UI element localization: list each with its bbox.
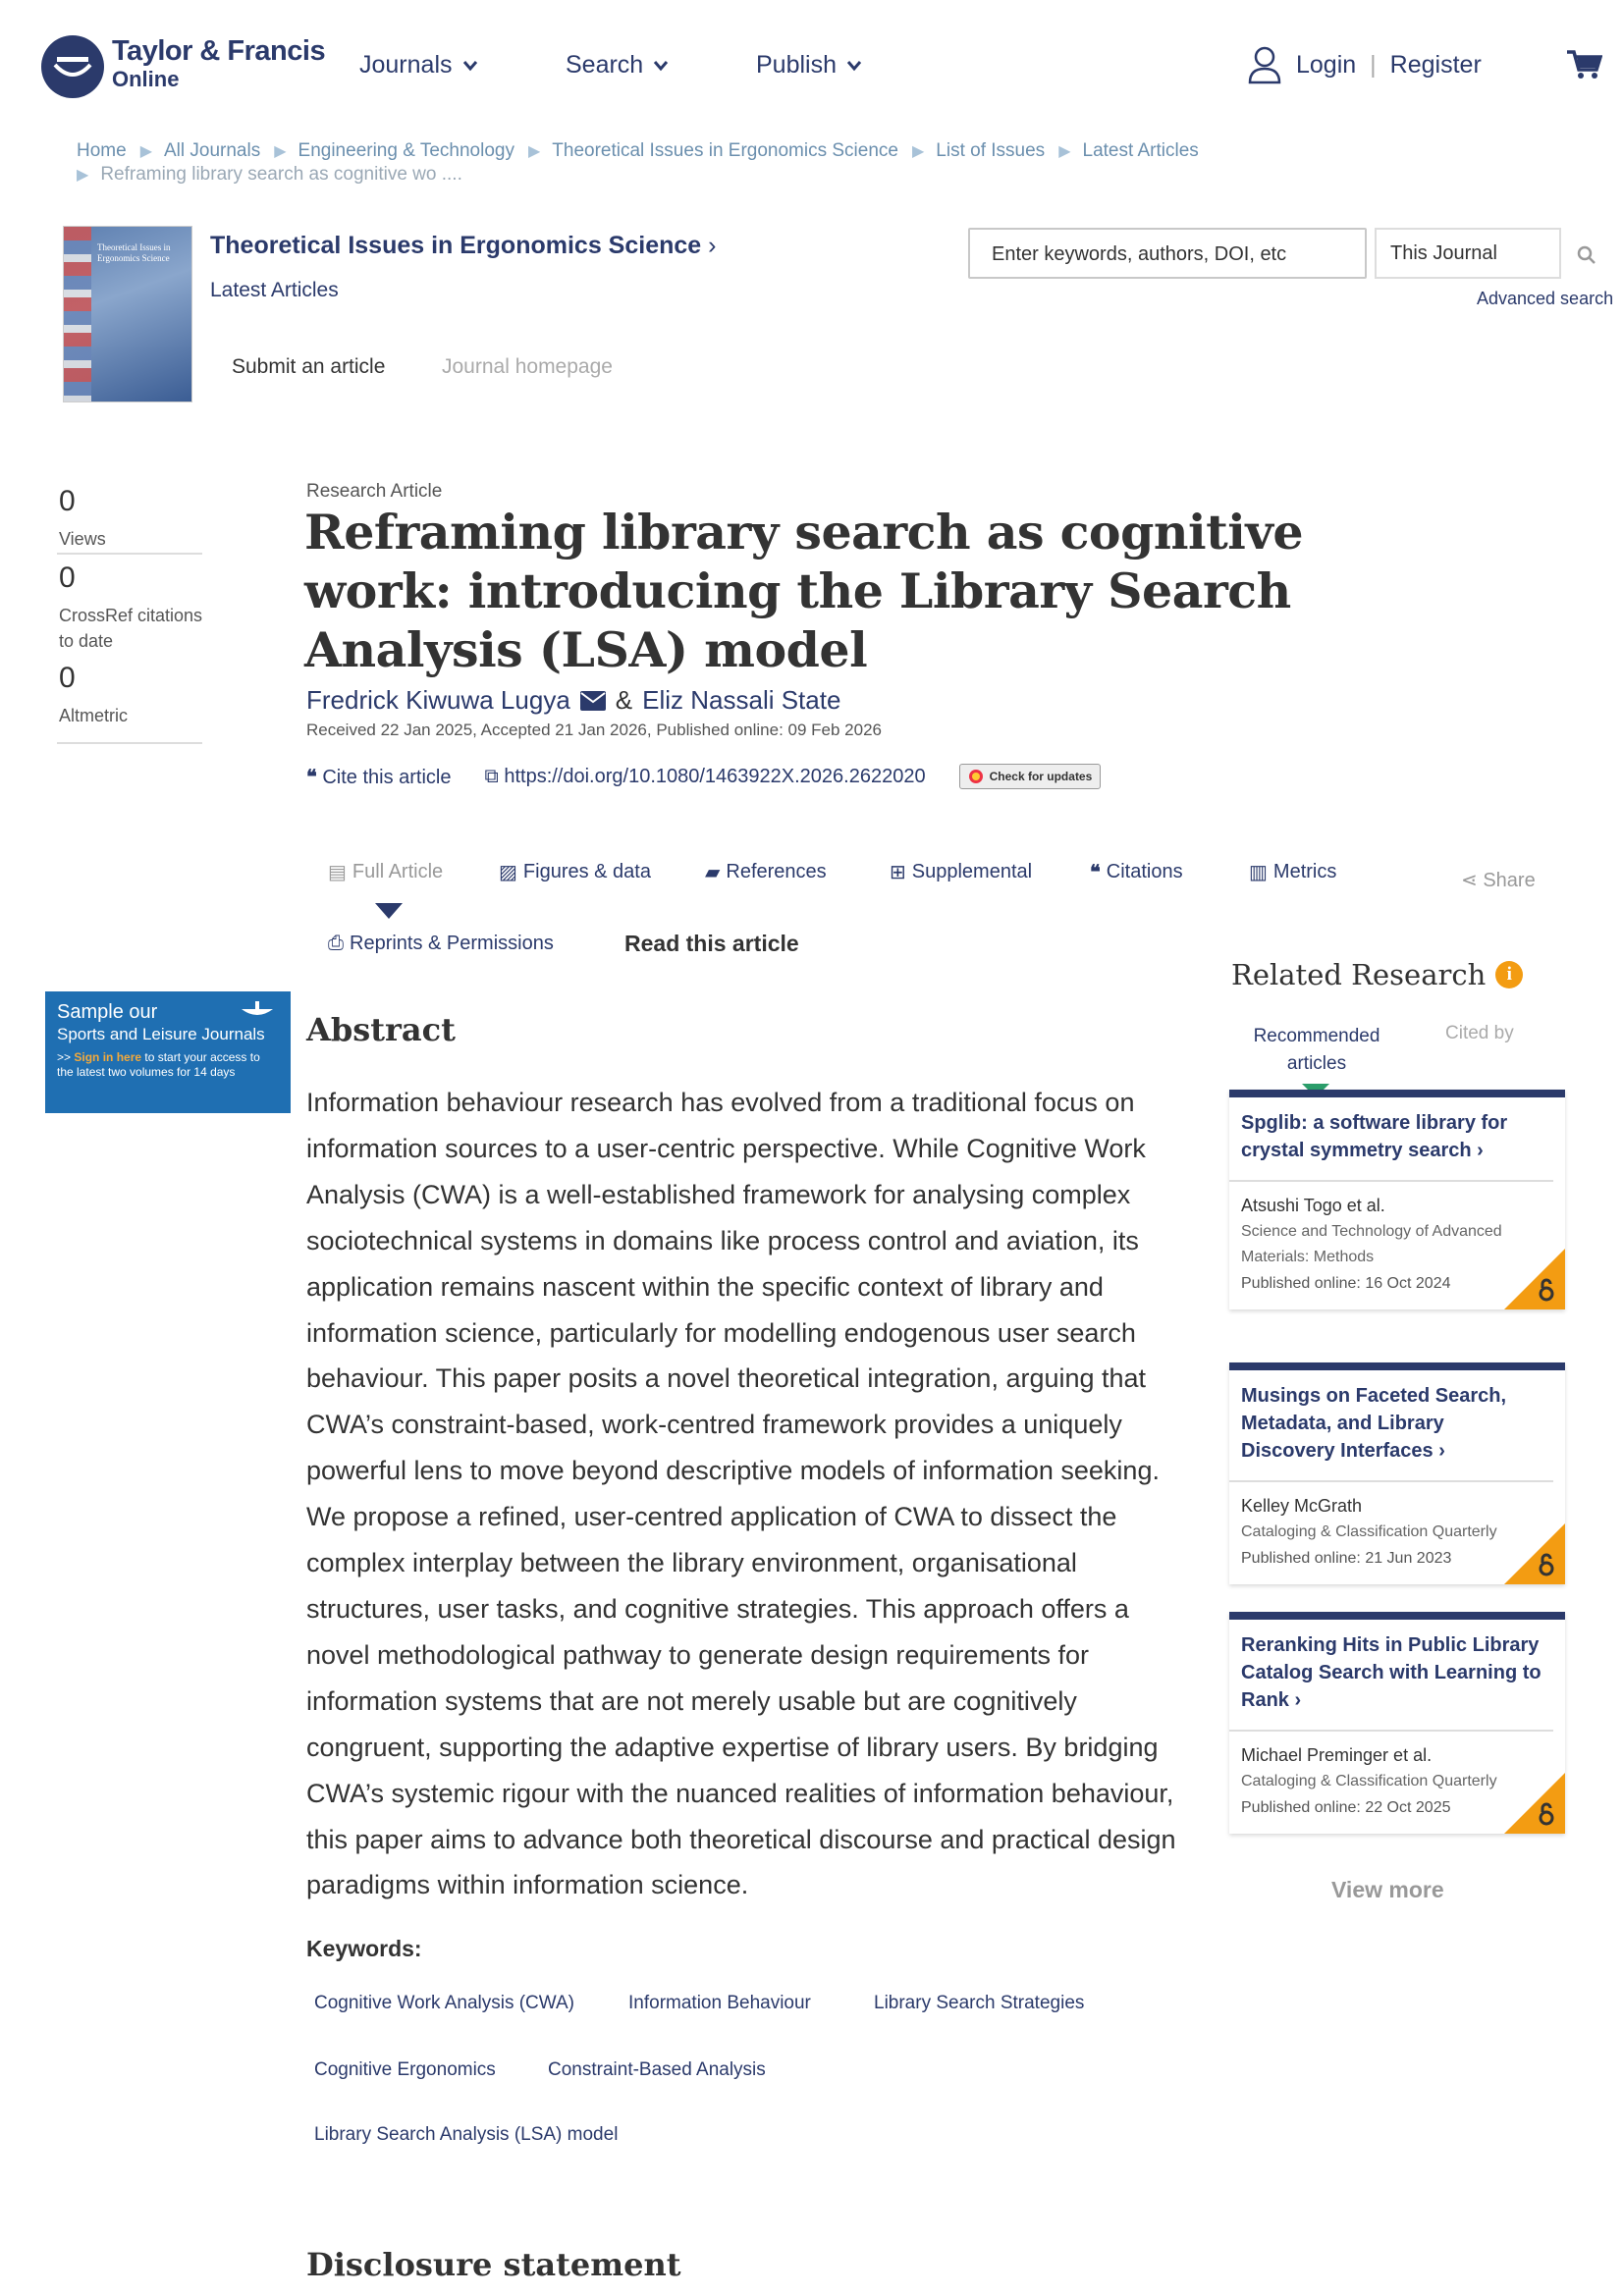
share-icon: ⋖: [1461, 870, 1478, 891]
submit-article-link[interactable]: Submit an article: [232, 355, 386, 378]
nav-publish-label: Publish: [756, 51, 837, 79]
breadcrumb-current: [77, 164, 462, 186]
breadcrumb-separator-icon: ▶: [77, 167, 89, 184]
author-list: [306, 685, 840, 716]
breadcrumb-journal[interactable]: Theoretical Issues in Ergonomics Science: [552, 140, 898, 161]
read-article-link[interactable]: Read this article: [624, 931, 799, 956]
related-article-journal: Science and Technology of Advanced Materials: Methods: [1241, 1223, 1502, 1265]
open-access-badge: [1504, 1249, 1565, 1309]
keyword-link[interactable]: Constraint-Based Analysis: [548, 2059, 766, 2080]
nav-search-label: Search: [566, 51, 644, 79]
journal-title-label: Theoretical Issues in Ergonomics Science: [210, 232, 702, 259]
author-link[interactable]: Eliz Nassali State: [642, 685, 841, 715]
breadcrumb-separator-icon: ▶: [911, 143, 925, 160]
chevron-right-icon: ›: [708, 232, 717, 259]
tab-metrics[interactable]: [1249, 860, 1336, 884]
related-article-title[interactable]: [1229, 1097, 1553, 1182]
related-article-title-label: Musings on Faceted Search, Metadata, and Library Discovery Interfaces: [1241, 1385, 1507, 1462]
doi-link[interactable]: [484, 766, 925, 788]
crossmark-icon: [968, 769, 984, 784]
chevron-right-icon: ›: [1438, 1440, 1445, 1462]
crossref-label: CrossRef citations to date: [59, 606, 203, 651]
plus-square-icon: ⊞: [890, 862, 906, 883]
open-access-icon: [1538, 1278, 1555, 1302]
login-separator: |: [1370, 50, 1377, 79]
abstract-text: Information behaviour research has evolved from a traditional focus on information sources to a user-centric perspective. While Cognitive Work Analysis (CWA) is a well-established framework for analysing complex sociotechnical systems in domains like process control and aviation, its application remains nascent within the specific context of library and information science, particularly for modelling endogenous user search behaviour. This paper posits a novel theoretical integration, arguing that CWA’s constraint-based, work-centred framework provides a uniquely powerful lens to move beyond descriptive models of information seeking. We propose a refined, user-centred application of CWA to dissect the complex interplay between the library environment, organisational structures, user tasks, and cognitive strategies. This approach offers a novel methodological pathway to generate design requirements for information systems that are not merely usable but are cognitively congruent, supporting the adaptive expertise of library users. By bridging CWA’s systemic rigour with the nuanced realities of information behaviour, this paper aims to advance both theoretical discourse and practical design paradigms within information science.: [306, 1088, 1176, 1900]
register-link[interactable]: Register: [1389, 50, 1482, 79]
check-for-updates-label: Check for updates: [989, 770, 1093, 783]
metric-divider: [57, 553, 202, 555]
latest-articles-link[interactable]: Latest Articles: [210, 279, 339, 301]
related-article-card[interactable]: [1229, 1090, 1565, 1309]
tab-references[interactable]: [705, 860, 827, 884]
user-icon[interactable]: [1247, 45, 1282, 84]
open-access-icon: [1538, 1553, 1555, 1576]
check-for-updates-button[interactable]: [959, 764, 1102, 789]
journal-cover-image[interactable]: [63, 226, 192, 402]
document-icon: ▤: [328, 862, 347, 883]
tab-citations[interactable]: [1090, 860, 1183, 884]
related-article-date: Published online: 22 Oct 2025: [1241, 1799, 1451, 1816]
cite-article-link[interactable]: [306, 765, 451, 789]
tab-reprints-label: Reprints & Permissions: [350, 933, 554, 954]
bar-chart-icon: ▥: [1249, 862, 1268, 883]
promo-sign-in-link[interactable]: Sign in here: [74, 1050, 142, 1064]
breadcrumb: [77, 137, 1608, 166]
author-separator: &: [615, 685, 633, 715]
nav-publish[interactable]: [756, 51, 862, 80]
quote-icon: ❝: [1090, 862, 1101, 883]
related-article-authors: Kelley McGrath: [1241, 1496, 1363, 1516]
info-icon[interactable]: i: [1495, 961, 1523, 988]
open-access-badge: [1504, 1773, 1565, 1834]
nav-journals-label: Journals: [359, 51, 453, 79]
keyword-link[interactable]: Library Search Strategies: [874, 1993, 1085, 2013]
journal-homepage-link[interactable]: Journal homepage: [442, 355, 613, 378]
breadcrumb-separator-icon: ▶: [139, 143, 152, 160]
related-research-heading: [1231, 958, 1523, 991]
tab-references-label: References: [726, 861, 827, 882]
breadcrumb-list-of-issues[interactable]: List of Issues: [936, 140, 1046, 161]
search-input[interactable]: Enter keywords, authors, DOI, etc: [968, 228, 1367, 279]
promo-line2: Sports and Leisure Journals: [57, 1025, 265, 1043]
keyword-link[interactable]: Cognitive Ergonomics: [314, 2059, 496, 2080]
disclosure-heading: Disclosure statement: [306, 2246, 681, 2283]
quote-icon: ❝: [306, 766, 317, 788]
logo-subtitle[interactable]: Online: [112, 67, 180, 91]
crossref-count: 0: [59, 561, 76, 594]
share-button[interactable]: [1461, 868, 1536, 892]
external-link-icon: ⧉: [484, 765, 499, 787]
image-icon: ▨: [499, 862, 517, 883]
share-label: Share: [1483, 870, 1536, 891]
envelope-icon[interactable]: [580, 691, 606, 711]
keyword-link[interactable]: Library Search Analysis (LSA) model: [314, 2124, 619, 2145]
tab-full-article[interactable]: [328, 860, 443, 884]
lamp-icon: [238, 999, 277, 1021]
related-article-authors: Michael Preminger et al.: [1241, 1745, 1433, 1765]
tab-supplemental-label: Supplemental: [911, 861, 1033, 882]
tab-recommended[interactable]: Recommended articles: [1253, 1026, 1380, 1074]
related-article-authors: Atsushi Togo et al.: [1241, 1196, 1385, 1215]
promo-arrows: >>: [57, 1050, 75, 1064]
active-tab-indicator: [375, 903, 403, 919]
printer-icon: ⎙: [328, 933, 344, 954]
breadcrumb-separator-icon: ▶: [274, 143, 287, 160]
tf-logo-icon[interactable]: [41, 35, 104, 98]
keyword-link[interactable]: Information Behaviour: [628, 1993, 811, 2013]
author-link[interactable]: Fredrick Kiwuwa Lugya: [306, 685, 570, 715]
promo-rest: to start your access to the latest two volumes for 14 days: [57, 1050, 260, 1079]
chevron-down-icon: [653, 60, 669, 72]
views-count: 0: [59, 485, 76, 517]
book-icon: ▰: [705, 862, 721, 883]
login-link[interactable]: Login: [1296, 50, 1357, 79]
article-type: Research Article: [306, 481, 443, 502]
related-article-title[interactable]: [1229, 1620, 1553, 1732]
search-scope-select[interactable]: This Journal: [1375, 228, 1561, 279]
article-actions: [306, 764, 1101, 789]
chevron-right-icon: ›: [1294, 1689, 1302, 1711]
chevron-down-icon: [846, 60, 862, 72]
altmetric-label: Altmetric: [59, 706, 129, 725]
cite-article-label: Cite this article: [322, 766, 452, 788]
cart-icon[interactable]: [1567, 49, 1602, 85]
chevron-right-icon: ›: [1477, 1140, 1484, 1161]
breadcrumb-separator-icon: ▶: [1058, 143, 1071, 160]
related-article-journal: Cataloging & Classification Quarterly: [1241, 1773, 1497, 1789]
related-article-title-label: Reranking Hits in Public Library Catalog Search with Learning to Rank: [1241, 1634, 1542, 1711]
tab-reprints[interactable]: [328, 933, 554, 955]
open-access-icon: [1538, 1802, 1555, 1826]
tab-metrics-label: Metrics: [1272, 861, 1337, 882]
related-article-journal: Cataloging & Classification Quarterly: [1241, 1523, 1497, 1540]
breadcrumb-latest-articles[interactable]: Latest Articles: [1082, 140, 1199, 161]
breadcrumb-home[interactable]: Home: [77, 140, 127, 161]
breadcrumb-all-journals[interactable]: All Journals: [164, 140, 261, 161]
account-area: [1247, 45, 1482, 84]
view-more-button[interactable]: View more: [1331, 1877, 1444, 1902]
tab-figures-label: Figures & data: [522, 861, 651, 882]
advanced-search-link[interactable]: Advanced search: [1477, 289, 1614, 308]
altmetric-count: 0: [59, 662, 76, 694]
breadcrumb-current-label: Reframing library search as cognitive wo ....: [100, 164, 462, 185]
views-label: Views: [59, 529, 106, 549]
nav-search[interactable]: [566, 51, 669, 80]
related-article-card[interactable]: [1229, 1612, 1565, 1834]
related-research-label: Related Research: [1231, 958, 1487, 991]
tab-supplemental[interactable]: [890, 860, 1032, 884]
search-icon[interactable]: [1577, 245, 1596, 270]
tab-figures[interactable]: [499, 860, 651, 884]
breadcrumb-engineering[interactable]: Engineering & Technology: [298, 140, 514, 161]
breadcrumb-separator-icon: ▶: [527, 143, 541, 160]
related-article-date: Published online: 21 Jun 2023: [1241, 1550, 1452, 1567]
related-article-date: Published online: 16 Oct 2024: [1241, 1275, 1451, 1292]
related-article-title-label: Spglib: a software library for crystal symmetry search: [1241, 1112, 1508, 1161]
journal-title[interactable]: [210, 232, 716, 260]
journal-cover-title: Theoretical Issues in Ergonomics Science: [97, 242, 171, 263]
promo-line1: Sample our: [57, 1001, 158, 1023]
logo-title[interactable]: Taylor & Francis: [112, 35, 326, 67]
related-article-card[interactable]: [1229, 1362, 1565, 1584]
open-access-badge: [1504, 1523, 1565, 1584]
tab-cited-by[interactable]: Cited by: [1445, 1023, 1514, 1043]
nav-journals[interactable]: [359, 51, 478, 80]
tab-citations-label: Citations: [1106, 861, 1183, 882]
keyword-link[interactable]: Cognitive Work Analysis (CWA): [314, 1993, 575, 2013]
promo-banner[interactable]: [45, 991, 291, 1113]
promo-cta: [57, 1050, 279, 1080]
article-title: Reframing library search as cognitive work: introducing the Library Search Analysis (LSA) model: [304, 504, 1304, 678]
article-dates: Received 22 Jan 2025, Accepted 21 Jan 2026, Published online: 09 Feb 2026: [306, 721, 882, 739]
doi-label: https://doi.org/10.1080/1463922X.2026.2622020: [504, 765, 926, 787]
tab-full-article-label: Full Article: [352, 861, 444, 882]
chevron-down-icon: [462, 60, 478, 72]
abstract-heading: Abstract: [306, 1011, 456, 1048]
related-article-title[interactable]: [1229, 1370, 1553, 1482]
keywords-heading: Keywords:: [306, 1936, 422, 1961]
metric-divider: [57, 742, 202, 744]
